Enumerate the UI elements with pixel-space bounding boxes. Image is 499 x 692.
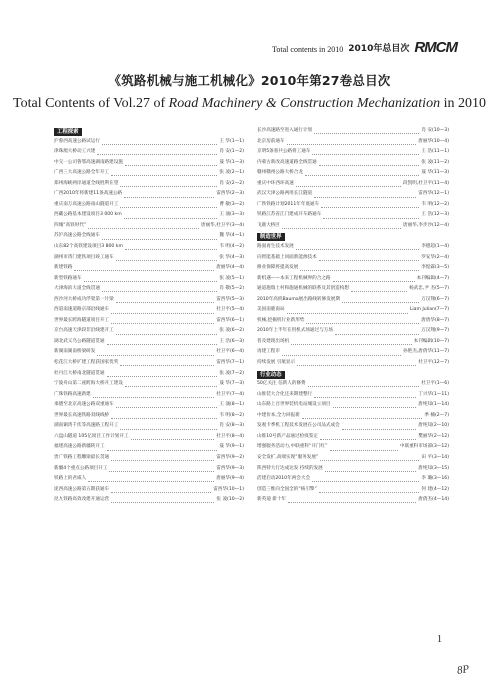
toc-entry [54,326,244,337]
toc-entry-author-page: 杜卫平(6—4) [216,349,244,355]
dot-leader [74,265,214,271]
toc-entry [54,358,244,369]
dot-leader [111,318,214,324]
toc-entry-author-page: 田 平(3—14) [421,454,449,460]
toc-entry [257,284,449,295]
header-cn: 2010年总目次 [348,44,410,54]
toc-entry-title: 广铁铁路计划2011年年底通车 [257,201,320,207]
toc-entry-author-page: 魏 华(4—1) [219,233,244,239]
toc-entry-author-page: 肖 安(10—3) [421,128,449,133]
toc-entry-author-page: 唐丽华,李步沙(12—4) [403,222,449,228]
toc-entry-title: 持续发展 引航显示 [257,360,296,366]
toc-entry [257,137,449,148]
toc-entry-title: 广西三大高速公路全年开工 [54,170,110,176]
dot-leader [333,402,417,408]
toc-entry-title: 发观卡季机工程技术发展在公司品式成会 [257,423,340,429]
dot-leader [111,170,217,176]
dot-leader [116,329,218,335]
toc-entry [54,295,244,306]
toc-entry-title: 郑州海峡两岸通道全线胜利在望 [54,180,119,186]
toc-entry [54,316,244,327]
toc-entry [54,179,244,190]
toc-entry-title: 山东路上百世界装机电站城设立项目 [257,402,331,408]
dot-leader [335,329,419,335]
toc-entry-title: 世界最长跨海隧道项目开工 [54,317,110,323]
toc-entry-title: 安全发扩,高端实现“服务发展” [257,454,319,460]
toc-entry-author-page: 万汉翔(9—7) [421,328,449,334]
dot-leader [111,487,211,493]
toc-entry-author-page: 王 华(1—1) [219,138,244,144]
toc-entry [54,390,244,401]
dot-leader [319,160,420,166]
toc-entry-author-page: 晟 华(9—1) [219,444,244,450]
toc-entry [257,168,449,179]
toc-entry-title: 机械,挖掘机行业新形势 [257,317,305,323]
toc-entry-title: 创造三维向全国全的“核引擎” [257,486,317,492]
toc-entry-title: 美国南鹿南局 [257,307,285,313]
toc-entry-author-page: 雷西华(6—1) [216,317,244,323]
toc-entry-author-page: 杨武忠,尹 杰(5—7) [409,286,449,292]
toc-entry-author-page: 中联重科市场部(3—12) [399,444,449,450]
toc-entry [54,421,244,432]
dot-leader [111,308,214,314]
toc-entry-title: 飞鹿大桥区 [257,222,280,228]
toc-entry [257,358,449,369]
toc-entry [257,326,449,337]
dot-leader [107,371,218,377]
toc-entry-author-page: 杜卫平(8—4) [216,433,244,439]
toc-entry-title: 新疆4个重点公路项目开工 [54,465,108,471]
toc-entry-title: 四城“高铁时代” [54,222,87,228]
toc-entry [54,495,244,506]
toc-entry [257,147,449,158]
dot-leader [124,192,214,198]
toc-entry [257,421,449,432]
dot-leader [97,149,217,155]
dot-leader [120,360,214,366]
toc-entry-author-page: 李煌霖(3—5) [421,265,449,271]
dot-leader [288,497,416,503]
dot-leader [88,476,214,482]
toc-entry [54,274,244,285]
toc-entry-title: 杜丹江大桥南北隧道贯通 [54,370,105,376]
title-english: Total Contents of Vol.27 of Road Machinery & Construction Mechanization in 2010 [13,96,486,111]
toc-entry-author-page: 王 浩(6—3) [219,338,244,344]
toc-entry-title: 世界最长高速铁路双线线桥 [54,412,110,418]
toc-entry [257,253,449,264]
toc-entry-author-page: 雷西华(9—3) [216,465,244,471]
toc-entry [54,253,244,264]
section-heading: 行业动态 [257,371,285,379]
toc-entry-title: 贵广铁路工程雕梁最长贯通 [54,454,110,460]
toc-entry-author-page: 本刊编辑(10—7) [413,338,449,344]
toc-entry-title: 北京房前通车 [257,138,285,144]
dot-leader [297,360,416,366]
dot-leader [308,381,420,387]
dot-leader [287,308,408,314]
dot-leader [111,413,217,419]
dot-leader [120,424,217,430]
dot-leader [120,181,217,187]
dot-leader [333,276,415,282]
dot-leader [312,149,419,155]
toc-entry-title: 铁路上的君威人 [54,476,87,482]
toc-entry [257,400,449,411]
toc-entry-title: 新湖南湖南桥梁研发 [54,349,96,355]
toc-entry-author-page: 丁兴华(1—11) [418,391,449,397]
toc-entry [54,411,244,422]
dot-leader [97,350,214,356]
dot-leader [109,466,214,472]
toc-entry-author-page: 唐丽华(9—4) [216,476,244,482]
toc-entry [257,274,449,285]
dot-leader [111,497,214,503]
dot-leader [93,392,214,398]
toc-entry-author-page: 杜卫平(5—4) [216,307,244,313]
toc-entry-author-page: 张 凌(7—2) [219,370,244,376]
dot-leader [323,213,419,219]
dot-leader [102,139,217,145]
toc-entry [54,137,244,148]
dot-leader [84,276,218,282]
toc-entry-author-page: 杜卫平(1—6) [421,381,449,387]
toc-entry-author-page: 肖 安(2—2) [219,180,244,186]
title-chinese: 《筑路机械与施工机械化》2010年第27卷总目次 [108,73,391,88]
toc-entry-title: 增强服务活动力,中联重科“开门红” [257,444,328,450]
dot-leader [287,139,417,145]
toc-entry-author-page: 雷西华(10—1) [213,486,244,492]
toc-entry-title: 通道施瑞上村和施通机械的联系及其创造构想 [257,286,349,292]
toc-entry-author-page: 罗安华(2—4) [421,254,449,260]
toc-entry-title: 长沙高速路至进入通行计划 [257,128,313,133]
dot-leader [116,402,218,408]
toc-entry-title: 中交一公司鲁鄂高速湖南路建设施 [54,159,123,165]
toc-entry-author-page: 雷西华(12—1) [418,191,449,197]
toc-entry-author-page: 杜卫平(7—4) [216,391,244,397]
toc-entry [257,242,449,253]
dot-leader [321,202,419,208]
toc-entry-title: 中建价本,全力回报新 [257,412,300,418]
toc-entry-author-page: 韦 明(8—2) [219,412,244,418]
toc-entry-author-page: 肖 安(8—3) [219,423,244,429]
dot-leader [351,286,407,292]
toc-entry [54,242,244,253]
dot-leader [314,392,416,398]
toc-entry [257,221,449,232]
toc-entry-title: 路面再生技术发展 [257,244,294,250]
section-heading: 工程探索 [54,128,82,136]
toc-entry-author-page: 雷西华(5—3) [216,296,244,302]
toc-entry-title: 福建高速公路新疆转开工 [54,444,105,450]
toc-entry-title: 苏沪高速公路全线通车 [54,233,100,239]
toc-entry-title: 京台高速天津段非沿线建开工 [54,328,114,334]
toc-entry-title: 湖北武义乌公路隧道贯通 [54,338,105,344]
dot-leader [125,160,217,166]
dot-leader [296,244,419,250]
toc-entry [257,295,449,306]
toc-entry [54,158,244,169]
toc-entry [257,337,449,348]
toc-entry-author-page: 张 凌(6—2) [219,328,244,334]
toc-entry-author-page: 唐丽华(4—4) [216,265,244,271]
dot-leader [291,339,412,345]
toc-entry-author-page: 唐倩杰(4—14) [418,497,449,503]
toc-entry [54,189,244,200]
toc-entry [54,147,244,158]
toc-entry [257,263,449,274]
toc-entry [257,442,449,453]
toc-entry [54,200,244,211]
dot-leader [124,213,218,219]
toc-entry [257,453,449,464]
toc-entry-author-page: Liam Julian(7—7) [409,307,449,313]
toc-entry-author-page: 孙艳杰,唐倩华(11—7) [403,349,449,355]
toc-entry-author-page: 晟 华(11—3) [421,170,449,176]
toc-entry-author-page: 唐丽华(10—4) [418,138,449,144]
page-number: 1 [437,634,442,645]
toc-entry-author-page: 万汉翔(6—7) [421,296,449,302]
dot-leader [305,170,419,176]
section-heading: 制造世界 [257,233,285,241]
toc-entry-author-page: 季 楠(2—7) [424,412,449,418]
dot-leader [314,128,419,134]
toc-entry-title: 山东82个高铁建设项目3 800 km [54,244,123,250]
section-heading-row [257,231,449,242]
dot-leader [314,192,416,198]
dot-leader [107,445,218,451]
toc-entry [54,347,244,358]
dot-leader [102,234,217,240]
toc-entry [257,210,449,221]
toc-entry [257,379,449,390]
toc-entry [54,263,244,274]
toc-entry-author-page: 韦 明(4—2) [219,244,244,250]
dot-leader [342,297,419,303]
toc-entry-author-page: 张 华(4—3) [219,254,244,260]
toc-entry-title: 2010年高机Bauma展出路线转修发展期 [257,296,340,302]
dot-leader [282,223,401,229]
toc-entry-title: 六盘山隧道 105亿项目工作计划开工 [54,433,129,439]
toc-entry-author-page: 雷西华(2—3) [216,191,244,197]
toc-entry [54,168,244,179]
toc-entry-title: 再建工程市 [257,349,280,355]
dot-leader [319,255,419,261]
section-heading-row [54,126,244,137]
toc-entry-author-page: 曹 敏(3—2) [219,201,244,207]
toc-entry-title: 铁路江苏省江门建成开车路通车 [257,212,322,218]
dot-leader [116,297,214,303]
toc-entry [54,369,244,380]
toc-entry-author-page: 唐纯知(1—14) [418,402,449,408]
dot-leader [102,286,217,292]
toc-entry-title: 广珠铁路高速新建 [54,391,91,397]
toc-entry-author-page: 李 璐(3—16) [421,476,449,482]
toc-entry [54,305,244,316]
toc-entry-author-page: 王 涌(3—3) [219,212,244,218]
dot-leader [131,434,215,440]
dot-leader [88,223,199,229]
handwritten-note: 8P [455,663,470,677]
toc-entry-title: 50亿关注 信新人的修费 [257,381,306,387]
toc-entry-title: 津珠澳大桥动工兴建 [54,149,96,155]
toc-entry [257,474,449,485]
running-header [272,41,457,54]
header-en: Total contents in 2010 [272,45,344,54]
toc-right-column [257,126,449,506]
toc-entry-author-page: 李德超(1—4) [421,244,449,250]
toc-entry-title: 新机遇——本来工程机械界的合之路 [257,275,331,281]
toc-entry-title: 内蒙古新改高速道路全线贯通 [257,159,317,165]
toc-entry [257,316,449,327]
toc-entry [257,411,449,422]
journal-logo: RMCM [414,39,457,56]
toc-entry [54,453,244,464]
toc-entry [54,442,244,453]
toc-entry-title: 新建铁路 [54,265,73,271]
toc-entry-title: 山推装大合化还来期建整行 [257,391,313,397]
toc-entry [54,210,244,221]
toc-entry [54,432,244,443]
toc-entry-title: 陕西特大行达成达发 持续的发展 [257,465,323,471]
dot-leader [125,244,217,250]
toc-entry [54,221,244,232]
toc-entry-author-page: 张 凌(11—2) [421,159,449,165]
toc-entry-title: 2010年上半年在用机式场通过与万场 [257,328,334,334]
dot-leader [111,455,214,461]
toc-entry-author-page: 唐纯知(3—15) [418,465,449,471]
toc-entry-author-page: 张 凌(10—2) [216,497,244,503]
toc-entry-title: 新型铁路通车 [54,275,82,281]
toc-entry-author-page: 肖 安(1—2) [219,149,244,155]
dot-leader [306,318,419,324]
toc-entry-title: 新英迪 新十年 [257,497,287,503]
dot-leader [320,434,416,440]
toc-entry-title: 普及建现出场机 [257,338,290,344]
toc-entry [54,400,244,411]
toc-entry-author-page: 王 浩(12—3) [421,212,449,218]
toc-entry [54,485,244,496]
toc-entry-author-page: 唐丽华,杜卫平(3—4) [200,222,244,228]
toc-entry-author-page: 雷西华(7—1) [216,360,244,366]
toc-entry-author-page: 韦 明(12—2) [421,201,449,207]
toc-left-column [54,126,244,506]
toc-entry-title: 京明5条客共公路将工通车 [257,149,311,155]
dot-leader [120,202,217,208]
toc-entry-title: 西道南速道路京部沿线通车 [54,307,110,313]
toc-entry [257,347,449,358]
toc-entry-title: 西藏公路基本建设项目3 000 km [54,212,122,218]
toc-entry [54,337,244,348]
toc-entry-title: 西沙河大桥成功浮架第一片梁 [54,296,114,302]
toc-entry [54,474,244,485]
toc-entry-title: 大津海滨大道全线贯通 [54,286,100,292]
toc-entry [257,200,449,211]
toc-entry [257,390,449,401]
toc-entry-author-page: 本刊编辑(4—7) [416,275,449,281]
dot-leader [325,466,416,472]
toc-entry-title: 昆九铁路高效改建开通运营 [54,497,110,503]
dot-leader [300,265,419,271]
toc-entry [257,189,449,200]
toc-entry-author-page: 唐倩华(8—7) [421,317,449,323]
toc-entry-title: 重庆南万高速公路南山隧道开工 [54,201,119,207]
toc-entry [54,284,244,295]
toc-entry [257,495,449,506]
toc-entry [54,379,244,390]
toc-entry-title: 松花江大桥扩建工程获国家优奖 [54,360,119,366]
dot-leader [342,424,417,430]
toc-entry-author-page: 杜卫平(12—7) [418,360,449,366]
toc-entry-title: 活建启动2010年两会大会 [257,476,311,482]
toc-entry-title: 山推10号新产品通过检疫鉴定 [257,433,318,439]
toc-entry-author-page: 何 建(4—12) [421,486,449,492]
toc-entry-author-page: 樊丽华(2—12) [418,433,449,439]
toc-entry-title: 承德至北京高速公路双重通车 [54,402,114,408]
dot-leader [330,445,398,451]
toc-entry [257,126,449,137]
toc-entry [257,485,449,496]
toc-entry-title: 向智能基础上同面新能源技术 [257,254,317,260]
toc-entry-title: 赣州赣州公路大桥合龙 [257,170,303,176]
toc-entry-author-page: 晟 华(7—3) [219,381,244,387]
dot-leader [282,350,401,356]
toc-entry-title: 庞西高速公路第五期获通车 [54,486,110,492]
dot-leader [296,181,401,187]
dot-leader [320,455,419,461]
toc-entry-title: 重庆中环西环高速 [257,180,294,186]
toc-entry-author-page: 王 涌(8—1) [219,402,244,408]
toc-entry-title: 广西2010年将新建11条高速公路 [54,191,123,197]
toc-entry [257,432,449,443]
section-heading-row [257,369,449,380]
toc-entry-author-page: 张 凌(2—1) [219,170,244,176]
toc-entry-title: 宁波舟山第二座跨海大桥开工建设 [54,381,123,387]
toc-entry [54,464,244,475]
toc-entry-author-page: 段凯明,杜卫平(11—4) [403,180,449,186]
dot-leader [302,413,423,419]
toc-entry-title: 修业保障将提高发展 [257,265,299,271]
toc-entry [257,158,449,169]
toc-entry [54,231,244,242]
dot-leader [125,381,217,387]
toc-entry [257,464,449,475]
toc-entry-author-page: 王 浩(11—1) [421,149,449,155]
toc-entry [257,179,449,190]
dot-leader [312,476,419,482]
toc-entry-title: 沪蓉西高速公路试运行 [54,138,100,144]
toc-entry-author-page: 雷西华(9—2) [216,454,244,460]
toc-entry-title: 湖南铜湾千伏等高速路工程开工 [54,423,119,429]
toc-entry-author-page: 肖 敬(5—2) [219,286,244,292]
toc-entry-author-page: 晟 华(1—3) [219,159,244,165]
toc-entry-title: 湖州市湾门建铁项目竣工通车 [54,254,114,260]
dot-leader [116,255,218,261]
toc-entry-author-page: 唐纯知(2—10) [418,423,449,429]
dot-leader [107,339,218,345]
toc-entry-title: 武汉天津公路两用长江隧道 [257,191,313,197]
toc-entry [257,305,449,316]
dot-leader [319,487,420,493]
toc-entry-author-page: 张 凌(5—1) [219,275,244,281]
